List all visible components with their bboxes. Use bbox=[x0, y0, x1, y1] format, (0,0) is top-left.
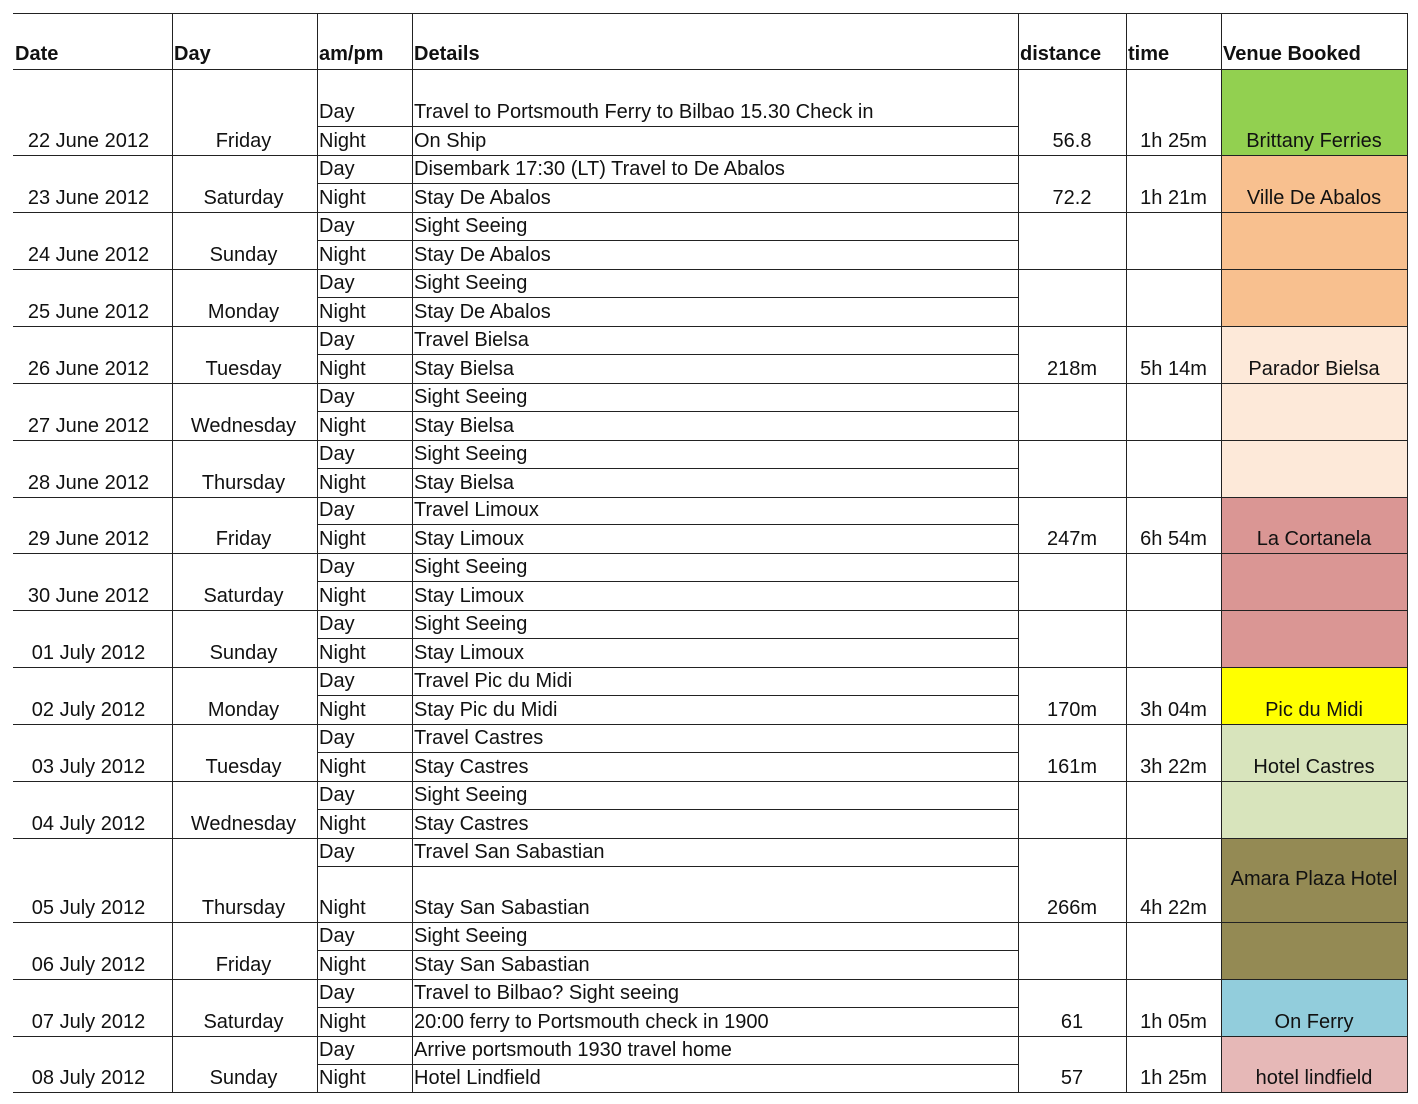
day-cell: Friday bbox=[215, 954, 272, 976]
details-night-cell: 20:00 ferry to Portsmouth check in 1900 bbox=[414, 1011, 769, 1033]
venue-label: Amara Plaza Hotel bbox=[1230, 868, 1398, 890]
venue-label: Brittany Ferries bbox=[1246, 130, 1382, 152]
distance-cell bbox=[1018, 954, 1126, 978]
header-ampm: am/pm bbox=[319, 43, 384, 65]
column-border bbox=[412, 13, 413, 1093]
venue-label: Hotel Castres bbox=[1253, 756, 1375, 778]
details-day-cell: Travel Pic du Midi bbox=[414, 670, 573, 692]
venue-label: Ville De Abalos bbox=[1246, 187, 1382, 209]
day-cell: Sunday bbox=[209, 1067, 278, 1089]
date-cell: 24 June 2012 bbox=[27, 244, 150, 266]
time-cell bbox=[1126, 642, 1221, 666]
distance-cell: 161m bbox=[1046, 756, 1098, 778]
date-cell: 26 June 2012 bbox=[27, 358, 150, 380]
ampm-day-cell: Day bbox=[319, 386, 355, 408]
details-day-cell: Sight Seeing bbox=[414, 556, 528, 578]
venue-label: Pic du Midi bbox=[1265, 699, 1363, 721]
row-border bbox=[13, 838, 1408, 839]
distance-cell bbox=[1018, 642, 1126, 666]
details-night-cell: Stay Pic du Midi bbox=[414, 699, 558, 721]
time-cell: 6h 54m bbox=[1140, 528, 1207, 550]
ampm-day-cell: Day bbox=[319, 1039, 355, 1061]
ampm-day-cell: Day bbox=[319, 925, 355, 947]
date-cell: 03 July 2012 bbox=[31, 756, 146, 778]
details-night-cell: Stay San Sabastian bbox=[414, 897, 590, 919]
date-cell: 08 July 2012 bbox=[31, 1067, 146, 1089]
venue-fill bbox=[1221, 838, 1407, 979]
date-cell: 29 June 2012 bbox=[27, 528, 150, 550]
time-cell bbox=[1126, 813, 1221, 837]
distance-cell: 72.2 bbox=[1052, 187, 1092, 209]
time-cell bbox=[1126, 301, 1221, 325]
details-day-cell: Disembark 17:30 (LT) Travel to De Abalos bbox=[414, 158, 785, 180]
header-distance: distance bbox=[1020, 43, 1102, 65]
row-border bbox=[13, 1092, 1408, 1093]
distance-cell bbox=[1018, 244, 1126, 268]
distance-cell bbox=[1018, 813, 1126, 837]
column-border bbox=[317, 13, 318, 1093]
time-cell bbox=[1126, 244, 1221, 268]
ampm-night-cell: Night bbox=[319, 301, 366, 323]
day-cell: Friday bbox=[215, 528, 272, 550]
venue-fill bbox=[1221, 155, 1407, 326]
sub-row-border bbox=[317, 695, 1019, 696]
details-day-cell: Travel to Portsmouth Ferry to Bilbao 15.30 Check in bbox=[414, 101, 874, 123]
distance-cell: 61 bbox=[1060, 1011, 1084, 1033]
column-border bbox=[172, 13, 173, 1093]
row-border bbox=[13, 326, 1408, 327]
ampm-night-cell: Night bbox=[319, 642, 366, 664]
ampm-night-cell: Night bbox=[319, 187, 366, 209]
date-cell: 28 June 2012 bbox=[27, 472, 150, 494]
ampm-day-cell: Day bbox=[319, 556, 355, 578]
details-day-cell: Sight Seeing bbox=[414, 784, 528, 806]
sub-row-border bbox=[317, 297, 1019, 298]
details-day-cell: Travel Bielsa bbox=[414, 329, 529, 351]
sub-row-border bbox=[317, 354, 1019, 355]
sub-row-border bbox=[317, 411, 1019, 412]
day-cell: Saturday bbox=[203, 585, 284, 607]
details-day-cell: Travel Castres bbox=[414, 727, 544, 749]
day-cell: Tuesday bbox=[205, 358, 282, 380]
ampm-night-cell: Night bbox=[319, 358, 366, 380]
distance-cell: 170m bbox=[1046, 699, 1098, 721]
day-cell: Monday bbox=[207, 699, 280, 721]
ampm-day-cell: Day bbox=[319, 784, 355, 806]
row-border bbox=[13, 1036, 1408, 1037]
ampm-night-cell: Night bbox=[319, 528, 366, 550]
day-cell: Sunday bbox=[209, 642, 278, 664]
sub-row-border bbox=[317, 638, 1019, 639]
distance-cell: 266m bbox=[1046, 897, 1098, 919]
ampm-day-cell: Day bbox=[319, 982, 355, 1004]
date-cell: 23 June 2012 bbox=[27, 187, 150, 209]
venue-label: hotel lindfield bbox=[1255, 1067, 1373, 1089]
time-cell: 5h 14m bbox=[1140, 358, 1207, 380]
column-border bbox=[1018, 13, 1019, 1093]
ampm-night-cell: Night bbox=[319, 130, 366, 152]
details-night-cell: Stay De Abalos bbox=[414, 244, 551, 266]
header-bottom-border bbox=[13, 69, 1408, 70]
ampm-night-cell: Night bbox=[319, 756, 366, 778]
sub-row-border bbox=[317, 1064, 1019, 1065]
date-cell: 01 July 2012 bbox=[31, 642, 146, 664]
sub-row-border bbox=[317, 752, 1019, 753]
row-border bbox=[13, 979, 1408, 980]
row-border bbox=[13, 922, 1408, 923]
row-border bbox=[13, 553, 1408, 554]
day-cell: Sunday bbox=[209, 244, 278, 266]
row-border bbox=[13, 383, 1408, 384]
venue-label: La Cortanela bbox=[1256, 528, 1372, 550]
date-cell: 30 June 2012 bbox=[27, 585, 150, 607]
venue-label: On Ferry bbox=[1274, 1011, 1354, 1033]
distance-cell: 218m bbox=[1046, 358, 1098, 380]
ampm-day-cell: Day bbox=[319, 158, 355, 180]
ampm-day-cell: Day bbox=[319, 272, 355, 294]
time-cell: 4h 22m bbox=[1140, 897, 1207, 919]
sub-row-border bbox=[317, 1007, 1019, 1008]
ampm-night-cell: Night bbox=[319, 415, 366, 437]
details-night-cell: On Ship bbox=[414, 130, 487, 152]
venue-fill bbox=[1221, 326, 1407, 497]
venue-label: Parador Bielsa bbox=[1248, 358, 1380, 380]
details-night-cell: Stay Castres bbox=[414, 813, 529, 835]
day-cell: Wednesday bbox=[190, 415, 297, 437]
row-border bbox=[13, 610, 1408, 611]
ampm-day-cell: Day bbox=[319, 613, 355, 635]
time-cell bbox=[1126, 954, 1221, 978]
column-border bbox=[1407, 13, 1408, 1093]
day-cell: Saturday bbox=[203, 1011, 284, 1033]
time-cell: 3h 04m bbox=[1140, 699, 1207, 721]
time-cell bbox=[1126, 585, 1221, 609]
ampm-night-cell: Night bbox=[319, 244, 366, 266]
date-cell: 05 July 2012 bbox=[31, 897, 146, 919]
sub-row-border bbox=[317, 468, 1019, 469]
day-cell: Thursday bbox=[201, 897, 286, 919]
sub-row-border bbox=[317, 240, 1019, 241]
details-day-cell: Sight Seeing bbox=[414, 386, 528, 408]
details-day-cell: Sight Seeing bbox=[414, 443, 528, 465]
ampm-night-cell: Night bbox=[319, 699, 366, 721]
column-border bbox=[1126, 13, 1127, 1093]
sub-row-border bbox=[317, 126, 1019, 127]
details-night-cell: Stay Limoux bbox=[414, 585, 525, 607]
details-night-cell: Stay Limoux bbox=[414, 528, 525, 550]
sub-row-border bbox=[317, 809, 1019, 810]
row-border bbox=[13, 724, 1408, 725]
row-border bbox=[13, 781, 1408, 782]
time-cell: 1h 05m bbox=[1140, 1011, 1207, 1033]
details-night-cell: Stay Limoux bbox=[414, 642, 525, 664]
ampm-day-cell: Day bbox=[319, 670, 355, 692]
sub-row-border bbox=[317, 183, 1019, 184]
details-day-cell: Arrive portsmouth 1930 travel home bbox=[414, 1039, 732, 1061]
ampm-night-cell: Night bbox=[319, 897, 366, 919]
ampm-day-cell: Day bbox=[319, 101, 355, 123]
date-cell: 27 June 2012 bbox=[27, 415, 150, 437]
details-day-cell: Travel San Sabastian bbox=[414, 841, 605, 863]
row-border bbox=[13, 155, 1408, 156]
details-night-cell: Stay De Abalos bbox=[414, 301, 551, 323]
ampm-day-cell: Day bbox=[319, 329, 355, 351]
distance-cell bbox=[1018, 585, 1126, 609]
date-cell: 25 June 2012 bbox=[27, 301, 150, 323]
day-cell: Tuesday bbox=[205, 756, 282, 778]
details-day-cell: Sight Seeing bbox=[414, 215, 528, 237]
header-details: Details bbox=[414, 43, 480, 65]
distance-cell bbox=[1018, 301, 1126, 325]
day-cell: Friday bbox=[215, 130, 272, 152]
details-day-cell: Travel to Bilbao? Sight seeing bbox=[414, 982, 679, 1004]
details-night-cell: Hotel Lindfield bbox=[414, 1067, 541, 1089]
column-border bbox=[1221, 13, 1222, 1093]
venue-fill bbox=[1221, 497, 1407, 667]
distance-cell bbox=[1018, 415, 1126, 439]
ampm-day-cell: Day bbox=[319, 841, 355, 863]
date-cell: 06 July 2012 bbox=[31, 954, 146, 976]
details-day-cell: Sight Seeing bbox=[414, 613, 528, 635]
ampm-night-cell: Night bbox=[319, 585, 366, 607]
distance-cell: 247m bbox=[1046, 528, 1098, 550]
details-night-cell: Stay Bielsa bbox=[414, 472, 515, 494]
ampm-night-cell: Night bbox=[319, 813, 366, 835]
row-border bbox=[13, 269, 1408, 270]
table-top-border bbox=[13, 13, 1408, 14]
row-border bbox=[13, 667, 1408, 668]
details-night-cell: Stay De Abalos bbox=[414, 187, 551, 209]
ampm-day-cell: Day bbox=[319, 727, 355, 749]
details-day-cell: Sight Seeing bbox=[414, 925, 528, 947]
sub-row-border bbox=[317, 866, 1019, 867]
details-night-cell: Stay Castres bbox=[414, 756, 529, 778]
date-cell: 22 June 2012 bbox=[27, 130, 150, 152]
day-cell: Saturday bbox=[203, 187, 284, 209]
day-cell: Thursday bbox=[201, 472, 286, 494]
details-night-cell: Stay Bielsa bbox=[414, 415, 515, 437]
time-cell: 1h 25m bbox=[1140, 130, 1207, 152]
date-cell: 02 July 2012 bbox=[31, 699, 146, 721]
time-cell bbox=[1126, 472, 1221, 496]
day-cell: Wednesday bbox=[190, 813, 297, 835]
header-venue: Venue Booked bbox=[1223, 43, 1361, 65]
header-day: Day bbox=[174, 43, 211, 65]
ampm-night-cell: Night bbox=[319, 1067, 366, 1089]
distance-cell: 57 bbox=[1060, 1067, 1084, 1089]
row-border bbox=[13, 440, 1408, 441]
sub-row-border bbox=[317, 524, 1019, 525]
date-cell: 04 July 2012 bbox=[31, 813, 146, 835]
date-cell: 07 July 2012 bbox=[31, 1011, 146, 1033]
ampm-night-cell: Night bbox=[319, 1011, 366, 1033]
ampm-day-cell: Day bbox=[319, 215, 355, 237]
row-border bbox=[13, 212, 1408, 213]
sub-row-border bbox=[317, 581, 1019, 582]
header-date: Date bbox=[15, 43, 59, 65]
ampm-day-cell: Day bbox=[319, 499, 355, 521]
ampm-night-cell: Night bbox=[319, 954, 366, 976]
header-time: time bbox=[1128, 43, 1170, 65]
distance-cell bbox=[1018, 472, 1126, 496]
sub-row-border bbox=[317, 950, 1019, 951]
details-night-cell: Stay Bielsa bbox=[414, 358, 515, 380]
distance-cell: 56.8 bbox=[1052, 130, 1092, 152]
time-cell bbox=[1126, 415, 1221, 439]
row-border bbox=[13, 497, 1408, 498]
time-cell: 3h 22m bbox=[1140, 756, 1207, 778]
details-night-cell: Stay San Sabastian bbox=[414, 954, 590, 976]
details-day-cell: Sight Seeing bbox=[414, 272, 528, 294]
time-cell: 1h 21m bbox=[1140, 187, 1207, 209]
ampm-day-cell: Day bbox=[319, 443, 355, 465]
day-cell: Monday bbox=[207, 301, 280, 323]
details-day-cell: Travel Limoux bbox=[414, 499, 539, 521]
ampm-night-cell: Night bbox=[319, 472, 366, 494]
time-cell: 1h 25m bbox=[1140, 1067, 1207, 1089]
